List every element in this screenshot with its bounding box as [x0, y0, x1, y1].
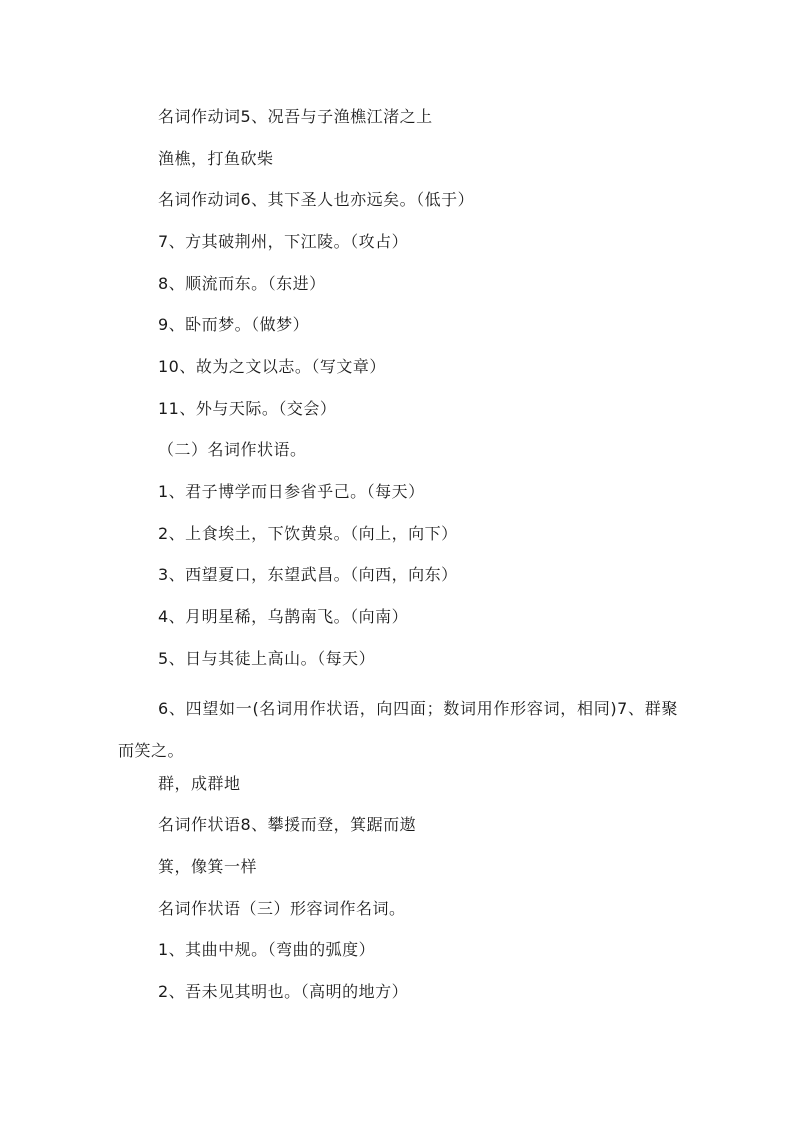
- section-heading-3: 名词作状语（三）形容词作名词。: [158, 899, 406, 918]
- text-line-17: 名词作状语8、攀援而登，箕踞而遨: [158, 815, 417, 834]
- text-line-12: 3、西望夏口，东望武昌。（向西，向东）: [158, 565, 458, 584]
- text-line-10: 1、君子博学而日参省乎己。（每天）: [158, 482, 425, 501]
- text-line-2: 渔樵，打鱼砍柴: [158, 149, 274, 168]
- text-line-20: 1、其曲中规。（弯曲的弧度）: [158, 940, 376, 959]
- text-line-16: 群，成群地: [158, 774, 241, 793]
- text-line-11: 2、上食埃土，下饮黄泉。（向上，向下）: [158, 524, 458, 543]
- text-line-14: 5、日与其徒上高山。（每天）: [158, 649, 376, 668]
- text-line-1: 名词作动词5、况吾与子渔樵江渚之上: [158, 107, 433, 126]
- text-line-5: 8、顺流而东。（东进）: [158, 274, 326, 293]
- section-heading-2: （二）名词作状语。: [158, 440, 307, 459]
- text-line-13: 4、月明星稀，乌鹊南飞。（向南）: [158, 607, 409, 626]
- text-line-4: 7、方其破荆州，下江陵。（攻占）: [158, 232, 409, 251]
- text-line-18: 箕，像箕一样: [158, 857, 258, 876]
- wrapped-paragraph: 6、四望如一(名词用作状语，向四面；数词用作形容词，相同)7、群聚而笑之。: [118, 699, 678, 760]
- text-line-21: 2、吾未见其明也。（高明的地方）: [158, 982, 409, 1001]
- text-line-7: 10、故为之文以志。（写文章）: [158, 357, 386, 376]
- text-line-3: 名词作动词6、其下圣人也亦远矣。（低于）: [158, 190, 475, 209]
- text-line-6: 9、卧而梦。（做梦）: [158, 315, 310, 334]
- text-line-8: 11、外与天际。（交会）: [158, 399, 337, 418]
